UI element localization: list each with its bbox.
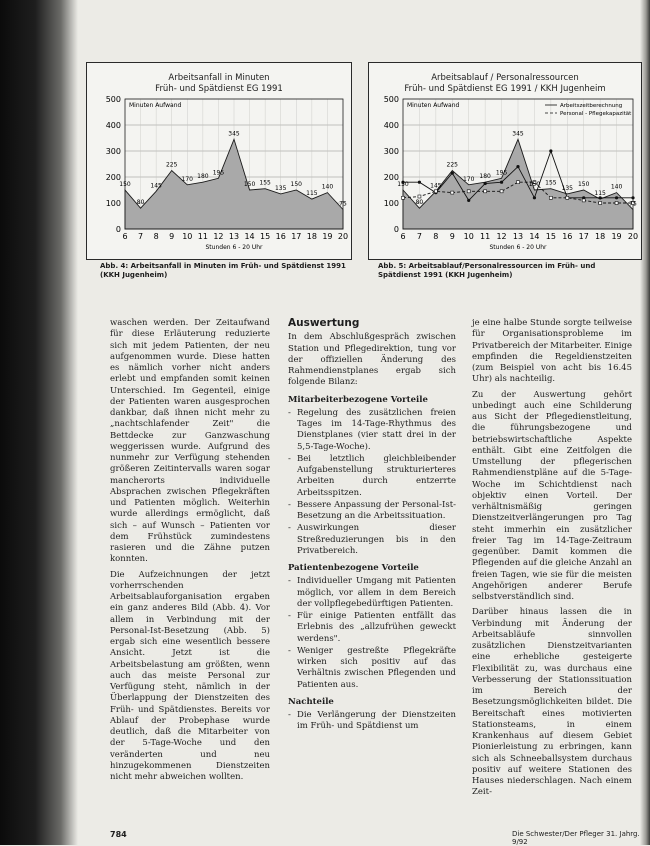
x-tick-label: 20: [337, 232, 349, 241]
data-label: 150: [528, 181, 541, 188]
data-label: 225: [446, 161, 459, 169]
data-label: 170: [462, 175, 475, 183]
data-label: 150: [243, 181, 256, 188]
data-point: [566, 196, 569, 199]
x-tick-label: 10: [182, 232, 193, 241]
data-point: [631, 196, 634, 199]
data-point: [549, 149, 552, 152]
x-tick-label: 9: [169, 232, 175, 241]
list-item: - Individueller Umgang mit Patienten möglich, vor allem in dem Bereich der vollpflegebedürftigen Patienten.: [288, 576, 456, 610]
paragraph: In dem Abschlußgespräch zwischen Station und Pflegedirektion, tung vor der offiziellen Änderung des Rahmendienstplanes ergab sich folgende Bilanz:: [288, 332, 456, 388]
figure-4-chart: [87, 63, 351, 259]
legend-entry: Arbeitszeitberechnung: [560, 103, 623, 109]
data-label: 345: [512, 130, 524, 138]
chart-title: Arbeitsanfall in Minuten: [168, 73, 270, 83]
y-tick-label: 400: [383, 121, 399, 130]
legend-entry: Minuten Aufwand: [129, 102, 182, 109]
x-tick-label: 17: [578, 232, 589, 241]
data-point: [500, 181, 503, 184]
data-label: 115: [306, 190, 318, 198]
x-tick-label: 9: [449, 232, 455, 241]
figure-5-panel: [368, 62, 642, 260]
x-tick-label: 10: [463, 232, 474, 241]
x-tick-label: 15: [545, 232, 556, 241]
data-point: [418, 195, 421, 198]
data-point: [484, 190, 487, 193]
y-tick-label: 500: [383, 95, 399, 104]
data-label: 170: [181, 175, 194, 183]
data-point: [517, 181, 520, 184]
x-axis-label: Stunden 6 - 20 Uhr: [205, 244, 263, 251]
x-tick-label: 16: [562, 232, 573, 241]
data-point: [467, 199, 470, 202]
data-label: 75: [339, 200, 347, 208]
data-label: 140: [321, 183, 334, 191]
subheading: Nachteile: [288, 696, 334, 707]
y-tick-label: 500: [105, 95, 121, 104]
data-label: 225: [165, 161, 178, 169]
paragraph: waschen werden. Der Zeitaufwand für diese Erläuterung reduzierte sich mit jedem Patienten, der neu aufgenommen wurde. Diese hatten es nämlich vorher nicht anders erlebt und empfanden somit keinen Unterschied. Im Gegenteil, einige der Patienten waren ausgesprochen dankbar, daß ihnen nicht mehr zu „nachtschlafender Zeit" die Bettdecke zur Ganzwaschung weggerissen wurde. Aufgrund des nunmehr zur Verfügung stehenden größeren Zeitintervalls waren sogar mancherorts individuelle Absprachen zwischen Pflegekräften und Patienten möglich. Weiterhin wurde allerdings ermöglicht, daß sich – auf Wunsch – Patienten vor dem Frühstück zumindestens rasieren und die Zähne putzen konnten.: [110, 318, 270, 565]
y-tick-label: 200: [105, 173, 121, 182]
list-item: - Weniger gestreßte Pflegekräfte wirken sich positiv auf das Verhältnis zwischen Pflegenden und Patienten aus.: [288, 646, 456, 691]
y-tick-label: 0: [393, 225, 399, 234]
bullet-list: [288, 408, 456, 557]
chart-subtitle: Früh- und Spätdienst EG 1991 / KKH Jugenheim: [404, 84, 606, 94]
legend-entry: Personal - Pflegekapazität: [560, 111, 632, 117]
list-item: - Die Verlängerung der Dienstzeiten im Früh- und Spätdienst um: [288, 710, 456, 733]
text-column-1: [110, 318, 270, 787]
x-tick-label: 8: [433, 232, 439, 241]
y-tick-label: 0: [115, 225, 121, 234]
x-tick-label: 7: [416, 232, 422, 241]
x-tick-label: 19: [322, 232, 333, 241]
data-label: 135: [274, 184, 287, 192]
data-label: 140: [610, 183, 623, 191]
data-label: 345: [228, 130, 240, 138]
bullet-list: [288, 710, 456, 733]
data-point: [451, 191, 454, 194]
data-label: 145: [430, 182, 442, 190]
list-item: - Auswirkungen dieser Streßreduzierungen bis in den Privatbereich.: [288, 523, 456, 557]
x-tick-label: 16: [275, 232, 286, 241]
list-item: - Bei letztlich gleichbleibender Aufgabenstellung strukturierteres Arbeiten durch entzerrte Arbeitsspitzen.: [288, 454, 456, 499]
data-label: 145: [150, 182, 162, 190]
paragraph: Zu der Auswertung gehört unbedingt auch eine Schilderung aus Sicht der Pflegedienstleitung, die führungsbezogene und betriebswirtschaftliche Aspekte enthält. Gibt eine Zeitfolgen die Umstellung der pflegerischen Rahmendienstpläne auf die 5-Tage-Woche im Schichtdienst nach objektiv einen Vorteil. Der verhältnismäßig geringen Dienstzeitverlängerungen pro Tag steht immerhin ein zusätzlicher freier Tag im 14-Tage-Zeitraum gegenüber. Damit kommen die Pflegenden auf die gleiche Anzahl an freien Tagen, wie sie für die meisten Angehörigen anderer Berufe selbstverständlich sind.: [472, 389, 632, 602]
data-point: [533, 196, 536, 199]
data-label: 195: [212, 169, 225, 177]
data-point: [402, 196, 405, 199]
data-label: 150: [119, 181, 131, 188]
data-label: 115: [594, 190, 606, 198]
chart-subtitle: Früh- und Spätdienst EG 1991: [155, 84, 283, 94]
data-point: [467, 190, 470, 193]
x-tick-label: 13: [512, 232, 524, 241]
data-label: 150: [577, 181, 590, 188]
y-tick-label: 400: [105, 121, 121, 130]
x-tick-label: 11: [480, 232, 491, 241]
data-point: [549, 196, 552, 199]
x-tick-label: 12: [496, 232, 507, 241]
figure-5-caption: Abb. 5: Arbeitsablauf/Personalressourcen im Früh- und Spätdienst 1991 (KKH Jugenheim): [378, 262, 596, 279]
x-tick-label: 15: [260, 232, 271, 241]
data-point: [582, 199, 585, 202]
y-tick-label: 200: [383, 173, 399, 182]
subheading: Patientenbezogene Vorteile: [288, 563, 419, 573]
text-column-2: [288, 318, 456, 735]
y-tick-label: 100: [105, 199, 121, 208]
journal-footer: Die Schwester/Der Pfleger 31. Jahrg. 9/92: [512, 830, 640, 846]
x-tick-label: 20: [627, 232, 639, 241]
data-point: [484, 182, 487, 185]
x-tick-label: 6: [400, 232, 406, 241]
x-tick-label: 14: [529, 232, 540, 241]
data-point: [418, 181, 421, 184]
data-label: 195: [495, 169, 508, 177]
x-tick-label: 6: [122, 232, 128, 241]
data-label: 180: [197, 173, 209, 181]
x-tick-label: 8: [153, 232, 159, 241]
figure-5-chart: [369, 63, 641, 259]
data-point: [434, 190, 437, 193]
subheading: Mitarbeiterbezogene Vorteile: [288, 394, 428, 405]
data-point: [516, 165, 519, 168]
x-tick-label: 14: [244, 232, 255, 241]
x-tick-label: 18: [595, 232, 606, 241]
list-item: - Bessere Anpassung der Personal-Ist-Besetzung an die Arbeitssituation.: [288, 500, 456, 523]
data-label: 150: [397, 181, 409, 188]
chart-title: Arbeitsablauf / Personalressourcen: [431, 73, 579, 83]
data-point: [599, 202, 602, 205]
x-tick-label: 19: [611, 232, 622, 241]
data-point: [451, 172, 454, 175]
figure-4-caption: Abb. 4: Arbeitsanfall in Minuten im Früh- und Spätdienst 1991 (KKH Jugenheim): [100, 262, 346, 279]
y-tick-label: 300: [383, 147, 399, 156]
paragraph: Darüber hinaus lassen die in Verbindung mit Änderung der Arbeitsabläufe sinnvollen zusätzlichen Dienstzeitvarianten eine erhebliche gesteigerte Flexibilität zu, was durchaus eine Verbesserung der Stationssituation im Bereich der Besetzungsmöglichkeiten bildet. Die Bereitschaft eines motivierten Stationsteams, in einem Krankenhaus auf diesem Gebiet Pionierleistung zu erbringen, kann sich als Schneeballsystem durchaus positiv auf weitere Stationen des Hauses niederschlagen. Nach einem Zeit-: [472, 607, 632, 798]
x-tick-label: 7: [138, 232, 144, 241]
y-tick-label: 100: [383, 199, 399, 208]
text-column-3: [472, 318, 632, 803]
data-label: 80: [415, 199, 424, 207]
section-heading: Auswertung: [288, 317, 360, 329]
data-label: 180: [479, 173, 491, 181]
data-point: [500, 190, 503, 193]
y-tick-label: 300: [105, 147, 121, 156]
data-label: 155: [259, 179, 271, 187]
data-label: 155: [545, 179, 557, 187]
data-point: [615, 196, 618, 199]
x-axis-label: Stunden 6 - 20 Uhr: [489, 244, 547, 251]
data-label: 75: [629, 200, 637, 208]
data-label: 150: [290, 181, 303, 188]
legend-title: Minuten Aufwand: [407, 102, 460, 109]
list-item: - Für einige Patienten entfällt das Erlebnis des „allzufrühen geweckt werdens".: [288, 611, 456, 645]
data-point: [615, 202, 618, 205]
x-tick-label: 13: [228, 232, 240, 241]
book-binding-shadow: [0, 0, 78, 845]
x-tick-label: 11: [197, 232, 208, 241]
x-tick-label: 17: [291, 232, 302, 241]
paragraph: Die Aufzeichnungen der jetzt vorherrschenden Arbeitsablauforganisation ergaben ein ganz anderes Bild (Abb. 4). Vor allem in Verbindung mit der Personal-Ist-Besetzung (Abb. 5) ergab sich eine wesentlich bessere Ansicht. Jetzt ist die Arbeitsbelastung am größten, wenn auch das meiste Personal zur Verfügung steht, nämlich in der Überlappung der Dienstzeiten des Früh- und Spätdienstes. Bereits vor Ablauf der Probephase wurde deutlich, daß die Mitarbeiter von der 5-Tage-Woche und den veränderten und neu hinzugekommenen Dienstzeiten nicht mehr abweichen wollten.: [110, 569, 270, 782]
x-tick-label: 12: [213, 232, 224, 241]
list-item: - Regelung des zusätzlichen freien Tages im 14-Tage-Rhythmus des Dienstplanes (vier statt drei in der 5,5-Tage-Woche).: [288, 408, 456, 453]
data-label: 135: [561, 184, 574, 192]
x-tick-label: 18: [306, 232, 317, 241]
data-label: 80: [136, 199, 145, 207]
bullet-list: [288, 576, 456, 691]
paragraph: je eine halbe Stunde sorgte teilweise für Organisationsprobleme im Privatbereich der Mitarbeiter. Einige empfinden die Regeldienstzeiten (zum Beispiel von acht bis 16.45 Uhr) als nachteilig.: [472, 318, 632, 385]
page-number: 784: [110, 830, 127, 839]
figure-4-panel: [86, 62, 352, 260]
